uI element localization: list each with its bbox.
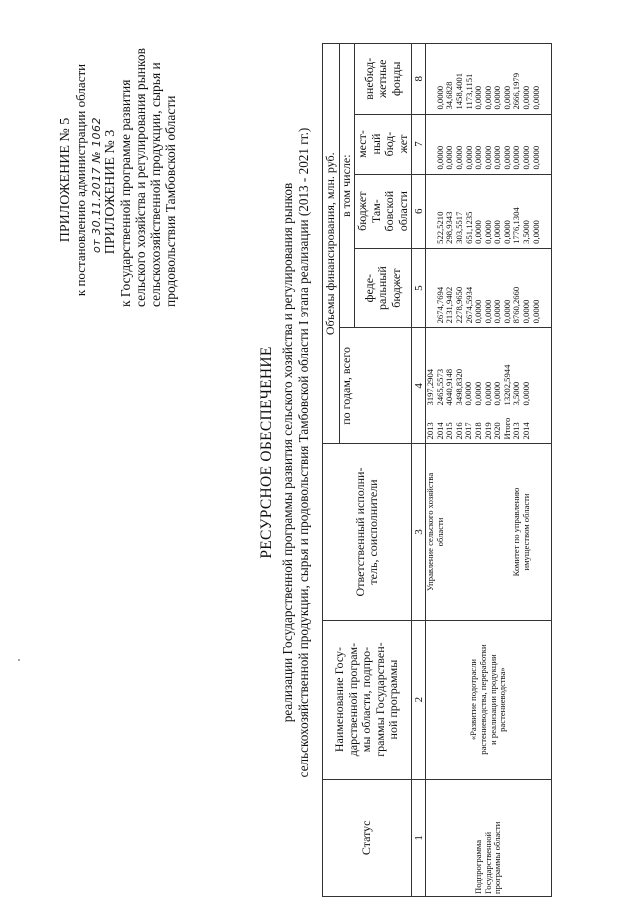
program-name-line: растениеводства, переработки [477, 644, 488, 755]
local-value: 0,0000 [530, 145, 541, 170]
header-federal-line: феде- [361, 273, 376, 303]
local-value: 0,0000 [492, 145, 503, 170]
federal-value: 8760,2660 [511, 286, 522, 324]
status-line: Государственной [482, 831, 493, 894]
header-by-years: по годам, всего [340, 328, 412, 444]
year-label: 2016 [453, 422, 464, 440]
column-index-row [412, 44, 426, 897]
header-federal-line: бюджет [388, 268, 403, 308]
local-value: 0,0000 [482, 145, 493, 170]
executor-line: Комитет по управлению [511, 487, 522, 577]
header-including: в том числе: [340, 44, 355, 328]
table-row [426, 44, 552, 897]
executor-name [426, 446, 445, 617]
executor-line: Управление сельского хозяйства [425, 472, 435, 592]
regional-value: 651,1235 [463, 211, 474, 244]
appendix-3-line-2: сельского хозяйства и регулирования рынков [133, 48, 148, 307]
header-extra-line: внебюд- [361, 57, 376, 100]
extra-value: 0,0000 [501, 85, 512, 110]
column-index: 6 [412, 174, 426, 248]
header-name-line: ной программы [386, 659, 401, 740]
header-regional-line: бовской [382, 190, 396, 232]
total-value: 0,0000 [482, 381, 493, 406]
federal-value: 0,0000 [492, 299, 503, 324]
header-name-line: мы области, подпро- [359, 646, 374, 753]
executor-line: имуществом области [520, 493, 531, 571]
local-value: 0,0000 [511, 145, 522, 170]
regional-value: 3,5000 [521, 220, 532, 244]
extra-value: 1458,4001 [453, 73, 464, 110]
federal-value: 0,0000 [473, 299, 484, 324]
year-label: 2014 [520, 422, 531, 440]
document-subtitle [280, 0, 312, 905]
extra-value: 1173,1151 [463, 73, 474, 110]
federal-value: 0,0000 [530, 299, 541, 324]
total-value: 3498,8320 [453, 368, 464, 406]
total-cell [426, 328, 552, 444]
subtitle-line-1: реализации Государственной программы развития сельского хозяйства и регулирования рынков [280, 182, 295, 723]
extra-value: 0,0000 [492, 85, 503, 110]
handwritten-date-number: от 30.11.2017 № 1062 [90, 116, 103, 254]
header-local-line: мест- [355, 130, 369, 158]
appendix-3-header [103, 7, 178, 307]
header-local-line: бюд- [382, 131, 396, 157]
subtitle-line-2: сельскохозяйственной продукции, сырья и продовольствия Тамбовской области I этапа реализации (2013 - 2021 гг.) [296, 127, 311, 778]
appendix-3-line-4: продовольствия Тамбовской области [163, 95, 178, 307]
scan-speck [18, 659, 20, 661]
status-cell [426, 779, 552, 896]
total-value: 0,0000 [463, 381, 474, 406]
extra-value: 0,0000 [530, 85, 541, 110]
appendix-3-line-1: к Государственной программе развития [118, 79, 133, 307]
column-index: 1 [412, 779, 426, 896]
federal-value: 2131,9402 [444, 286, 455, 324]
regional-value: 0,0000 [501, 220, 512, 244]
federal-cell [426, 248, 552, 328]
total-value: 0,0000 [492, 381, 503, 406]
total-value: 0,0000 [520, 381, 531, 406]
local-value: 0,0000 [473, 145, 484, 170]
header-extra-line: жетные [375, 59, 390, 99]
regional-value: 1776,1304 [511, 207, 522, 244]
local-value: 0,0000 [521, 145, 532, 170]
appendix-3-title: ПРИЛОЖЕНИЕ № 3 [103, 129, 118, 255]
regional-value: 0,0000 [530, 220, 541, 244]
total-value: 3,5000 [511, 381, 522, 406]
local-cell [426, 114, 552, 174]
local-value: 0,0000 [444, 145, 455, 170]
appendix-5-title: ПРИЛОЖЕНИЕ № 5 [58, 117, 73, 243]
column-index: 3 [412, 444, 426, 620]
header-program-name [323, 620, 412, 779]
extra-value: 0,0000 [482, 85, 493, 110]
header-name-line: граммы Государствен- [372, 642, 387, 757]
column-index: 7 [412, 114, 426, 174]
header-name-line: Наименование Госу- [332, 647, 347, 753]
local-value: 0,0000 [453, 145, 464, 170]
executor-name [512, 446, 531, 617]
federal-value: 0,0000 [501, 299, 512, 324]
resource-table [322, 43, 552, 897]
extra-value: 0,0000 [521, 85, 532, 110]
document-title: РЕСУРСНОЕ ОБЕСПЕЧЕНИЕ [258, 346, 275, 559]
header-regional [355, 174, 412, 248]
total-value: 0,0000 [472, 381, 483, 406]
year-label: 2019 [482, 422, 493, 440]
header-executor [323, 444, 412, 620]
header-local-line: ный [368, 133, 383, 155]
regional-value: 303,5517 [453, 211, 464, 244]
program-name-line: «Развитие подотрасли [468, 659, 479, 741]
status-line: Подпрограмма [473, 839, 484, 894]
federal-value: 2278,9650 [453, 286, 464, 324]
regional-value: 522,5210 [434, 211, 445, 244]
year-label: 2015 [444, 422, 455, 440]
year-label: 2013 [511, 422, 522, 440]
header-name-line: дарственной програм- [345, 642, 360, 757]
appendix-5-decree-ref: к постановлению администрации области [73, 63, 88, 297]
executor-cell [426, 444, 552, 620]
regional-value: 0,0000 [482, 220, 493, 244]
column-index: 5 [412, 248, 426, 328]
header-local [355, 114, 412, 174]
extra-value: 2666,1979 [511, 73, 522, 110]
header-extra-line: фонды [388, 61, 403, 96]
total-value: 13202,5944 [501, 364, 512, 406]
program-name-cell [426, 620, 552, 779]
header-regional-line: области [395, 191, 410, 232]
total-value: 3197,2904 [425, 368, 435, 406]
regional-cell [426, 174, 552, 248]
extra-value: 34,6828 [444, 81, 455, 110]
appendix-3-line-3: сельскохозяйственной продукции, сырья и [148, 62, 163, 307]
program-name-line: и реализации продукции [487, 654, 498, 745]
header-regional-line: Там- [368, 199, 383, 224]
federal-value: 0,0000 [482, 299, 493, 324]
year-total-row [522, 330, 532, 440]
header-local-line: жет [395, 134, 410, 154]
header-executor-line: тель, соисполнители [366, 479, 380, 585]
federal-value: 2674,7694 [434, 286, 445, 324]
regional-value: 298,9343 [444, 211, 455, 244]
status-line: программы области [492, 821, 503, 894]
header-executor-line: Ответственный исполни- [352, 467, 367, 597]
extra-value: 0,0000 [434, 85, 445, 110]
header-financing: Объемы финансирования, млн. руб. [323, 44, 340, 444]
program-name-line: растениеводства» [497, 667, 508, 732]
column-index: 2 [412, 620, 426, 779]
extra-cell [426, 44, 552, 115]
year-label: 2017 [463, 422, 474, 440]
year-label: 2020 [492, 422, 503, 440]
header-status: Статус [323, 779, 412, 896]
header-extra [355, 44, 412, 115]
local-value: 0,0000 [463, 145, 474, 170]
local-value: 0,0000 [434, 145, 445, 170]
header-federal-line: ральный [375, 266, 390, 311]
total-value: 2465,5573 [434, 368, 445, 406]
federal-value: 2674,5934 [463, 286, 474, 324]
executor-line: области [434, 517, 445, 547]
header-regional-line: бюджет [355, 191, 369, 231]
total-value: 4040,9148 [444, 368, 455, 406]
regional-value: 0,0000 [473, 220, 484, 244]
appendix-5-header [58, 30, 88, 330]
year-label: 2014 [434, 422, 445, 440]
local-value: 0,0000 [501, 145, 512, 170]
year-label: 2018 [472, 422, 483, 440]
extra-value: 0,0000 [473, 85, 484, 110]
regional-value: 0,0000 [492, 220, 503, 244]
federal-value: 0,0000 [521, 299, 532, 324]
column-index: 4 [412, 328, 426, 444]
header-federal [355, 248, 412, 328]
year-label: Итого [501, 417, 512, 440]
year-label: 2013 [425, 422, 435, 440]
column-index: 8 [412, 44, 426, 115]
